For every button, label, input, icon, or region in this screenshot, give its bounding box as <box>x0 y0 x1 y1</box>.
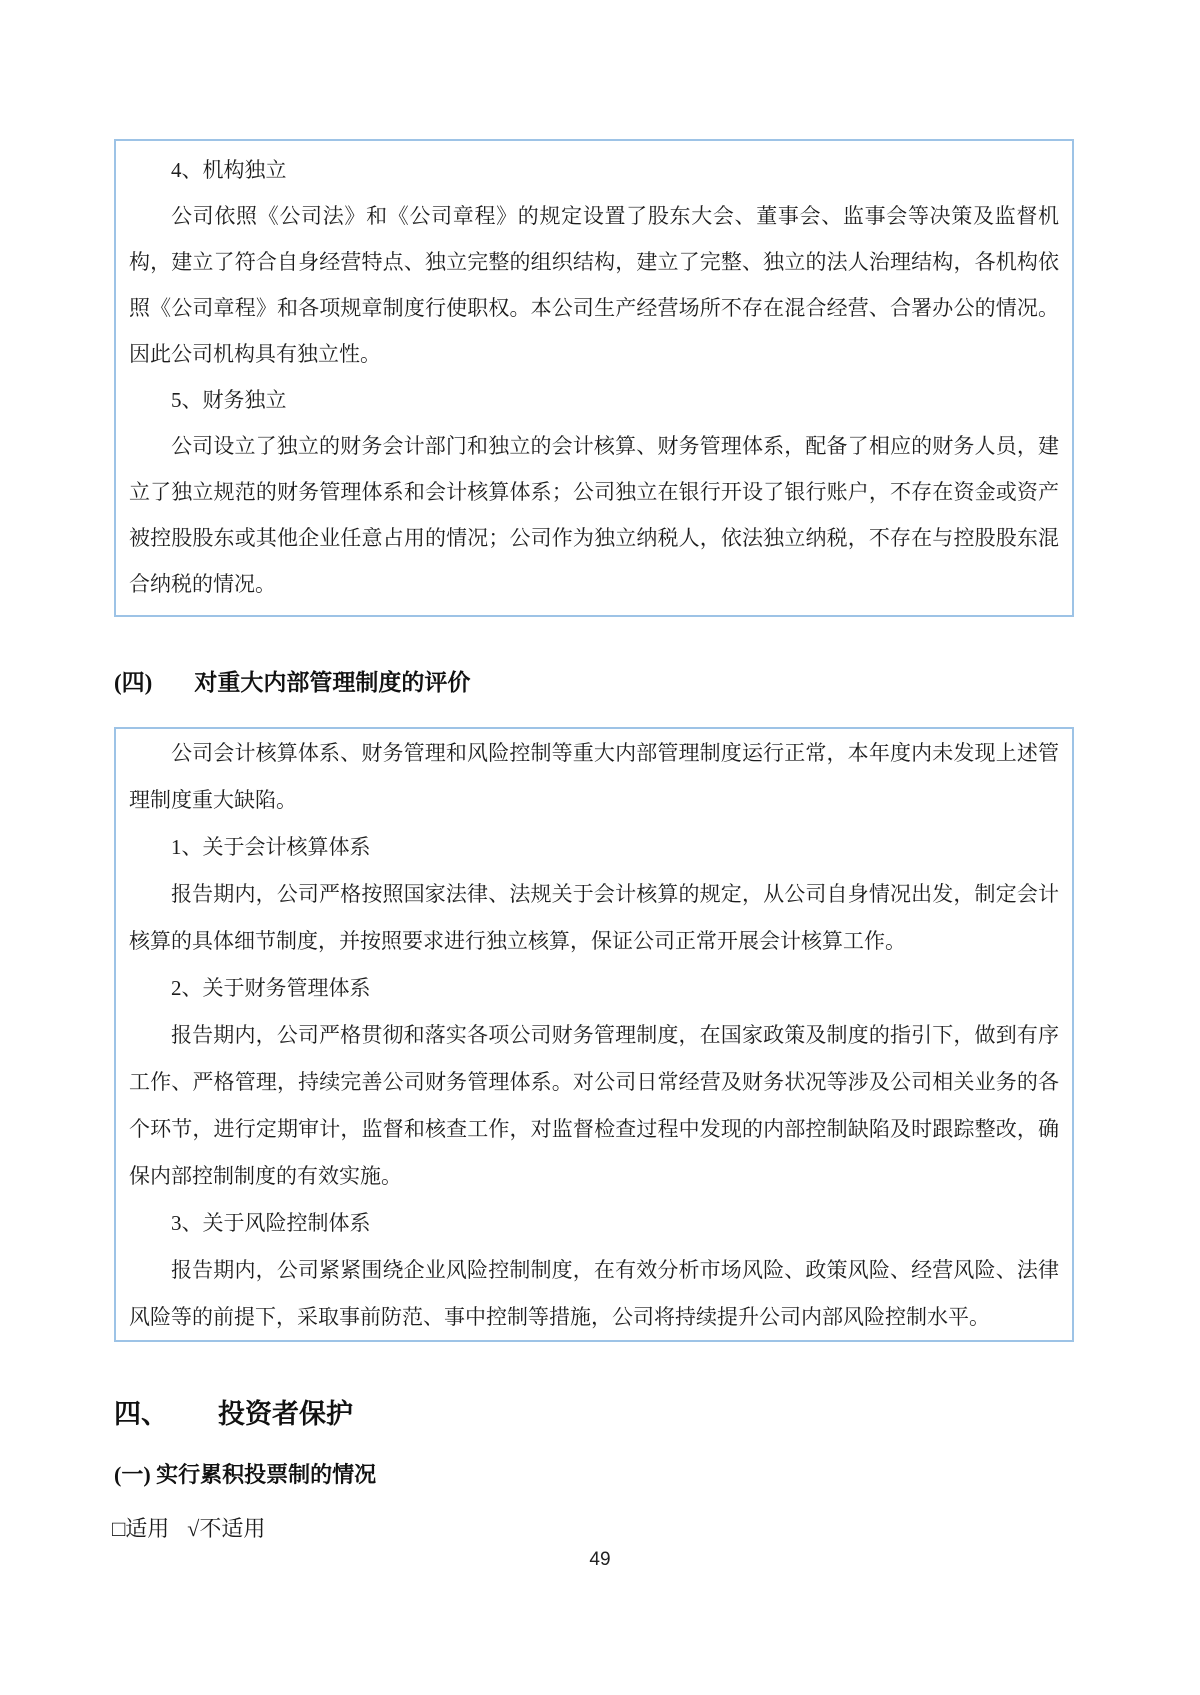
section-heading-investor-protection <box>114 1392 353 1431</box>
section-title: 投资者保护 <box>218 1399 353 1429</box>
checkbox-applicable: □适用 <box>112 1516 170 1541</box>
para-evaluation-intro: 公司会计核算体系、财务管理和风险控制等重大内部管理制度运行正常，本年度内未发现上述管理制度重大缺陷。 <box>129 741 1059 812</box>
checkbox-not-applicable: √不适用 <box>187 1516 266 1541</box>
independence-text-box <box>114 139 1074 617</box>
para-org-independence: 公司依照《公司法》和《公司章程》的规定设置了股东大会、董事会、监事会等决策及监督机构，建立了符合自身经营特点、独立完整的组织结构，建立了完整、独立的法人治理结构，各机构依照《公司章程》和各项规章制度行使职权。本公司生产经营场所不存在混合经营、合署办公的情况。因此公司机构具有独立性。 <box>129 204 1059 366</box>
para-financial-management: 报告期内，公司严格贯彻和落实各项公司财务管理制度，在国家政策及制度的指引下，做到有序工作、严格管理，持续完善公司财务管理体系。对公司日常经营及财务状况等涉及公司相关业务的各个环节，进行定期审计，监督和核查工作，对监督检查过程中发现的内部控制缺陷及时跟踪整改，确保内部控制制度的有效实施。 <box>129 1023 1059 1188</box>
para-risk-control: 报告期内，公司紧紧围绕企业风险控制制度，在有效分析市场风险、政策风险、经营风险、法律风险等的前提下，采取事前防范、事中控制等措施，公司将持续提升公司内部风险控制水平。 <box>129 1258 1059 1329</box>
heading-financial-management: 2、关于财务管理体系 <box>171 976 371 1000</box>
heading-accounting-system: 1、关于会计核算体系 <box>171 835 371 859</box>
subheading-cumulative-voting: (一) 实行累积投票制的情况 <box>114 1462 377 1487</box>
section-number: (四) <box>114 670 153 695</box>
para-financial-independence: 公司设立了独立的财务会计部门和独立的会计核算、财务管理体系，配备了相应的财务人员，建立了独立规范的财务管理体系和会计核算体系；公司独立在银行开设了银行账户，不存在资金或资产被控股股东或其他企业任意占用的情况；公司作为独立纳税人，依法独立纳税，不存在与控股股东混合纳税的情况。 <box>129 434 1059 596</box>
heading-risk-control: 3、关于风险控制体系 <box>171 1211 371 1235</box>
heading-org-independence: 4、机构独立 <box>171 158 287 182</box>
page-number: 49 <box>589 1549 611 1570</box>
applicability-line <box>112 1512 265 1543</box>
heading-financial-independence: 5、财务独立 <box>171 388 287 412</box>
section-heading-evaluation <box>114 664 470 697</box>
section-number: 四、 <box>114 1399 168 1429</box>
evaluation-text-box <box>114 727 1074 1342</box>
para-accounting-system: 报告期内，公司严格按照国家法律、法规关于会计核算的规定，从公司自身情况出发，制定会计核算的具体细节制度，并按照要求进行独立核算，保证公司正常开展会计核算工作。 <box>129 882 1059 953</box>
section-title: 对重大内部管理制度的评价 <box>194 670 471 695</box>
